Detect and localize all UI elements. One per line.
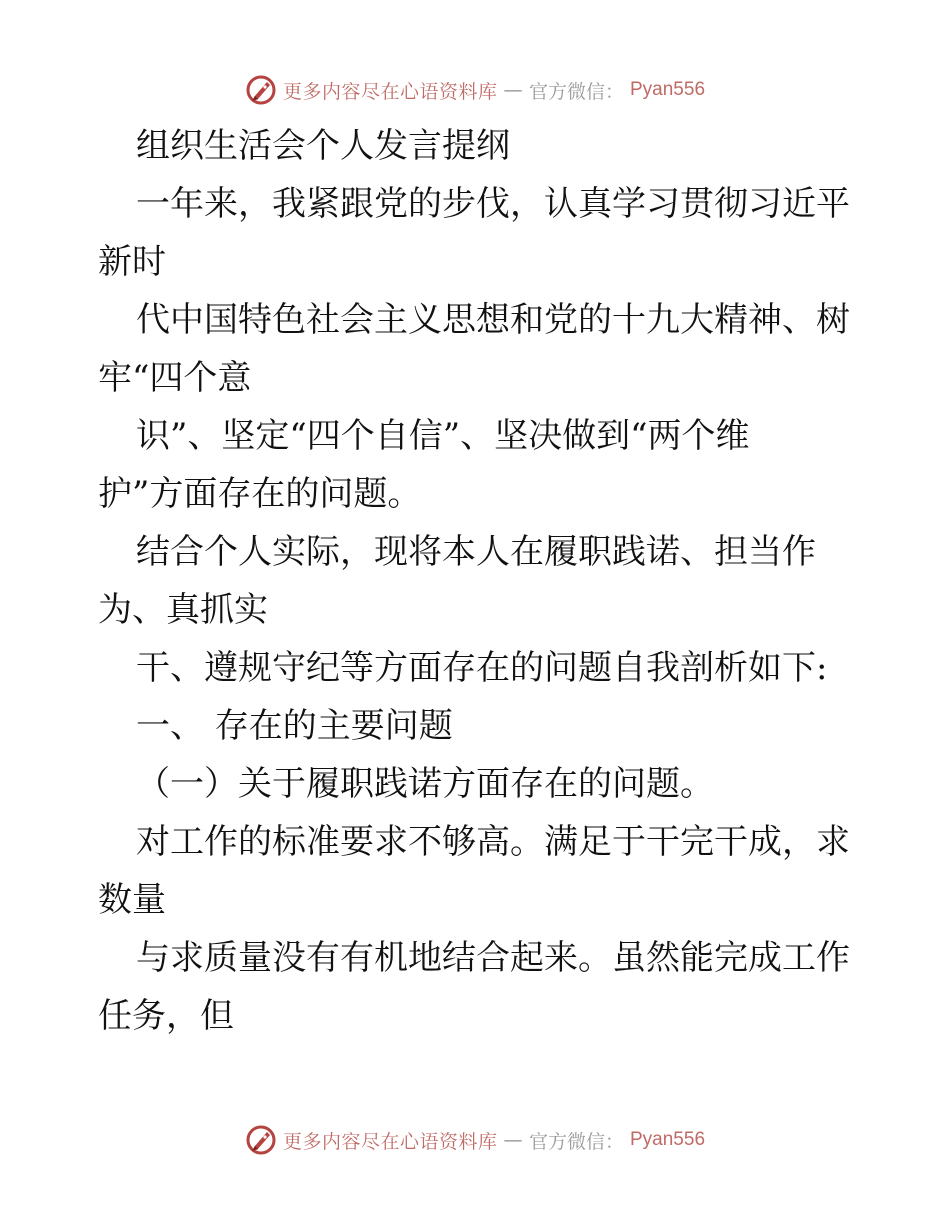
- text-line: 一、 存在的主要问题: [136, 706, 453, 746]
- banner-dash: —: [503, 1129, 523, 1151]
- banner-content: [245, 1124, 705, 1156]
- text-line: 一年来，我紧跟党的步伐，认真学习贯彻习近平: [136, 184, 850, 224]
- banner-dash: —: [503, 79, 523, 101]
- text-line: 组织生活会个人发言提纲: [136, 126, 510, 166]
- text-line: 数量: [98, 880, 166, 920]
- footer-banner: [0, 1120, 950, 1160]
- text-line: 护”方面存在的问题。: [98, 474, 422, 514]
- pen-nib-logo-icon: [245, 1124, 277, 1156]
- banner-content: [245, 74, 705, 106]
- text-line: 结合个人实际，现将本人在履职践诺、担当作: [136, 532, 816, 572]
- banner-wechat-id: Pyan556: [630, 79, 706, 100]
- text-line: 识”、坚定“四个自信”、坚决做到“两个维: [136, 416, 750, 456]
- text-line: 新时: [98, 242, 166, 282]
- header-banner: [0, 70, 950, 110]
- text-line: 干、遵规守纪等方面存在的问题自我剖析如下:: [136, 648, 828, 688]
- document-body: [98, 117, 858, 1045]
- text-line: 为、真抓实: [98, 590, 268, 630]
- text-line: 对工作的标准要求不够高。满足于干完干成，求: [136, 822, 850, 862]
- banner-wechat-label: 官方微信：: [528, 80, 624, 103]
- text-line: （一）关于履职践诺方面存在的问题。: [136, 764, 714, 804]
- banner-wechat-label: 官方微信：: [528, 1130, 624, 1153]
- banner-wechat-id: Pyan556: [630, 1129, 706, 1150]
- banner-slogan: 更多内容尽在心语资料库: [282, 1130, 498, 1153]
- text-line: 与求质量没有有机地结合起来。虽然能完成工作: [136, 938, 850, 978]
- text-line: 任务，但: [98, 996, 234, 1036]
- text-line: 代中国特色社会主义思想和党的十九大精神、树: [136, 300, 850, 340]
- pen-nib-logo-icon: [245, 74, 277, 106]
- text-line: 牢“四个意: [98, 358, 252, 398]
- banner-slogan: 更多内容尽在心语资料库: [282, 80, 498, 103]
